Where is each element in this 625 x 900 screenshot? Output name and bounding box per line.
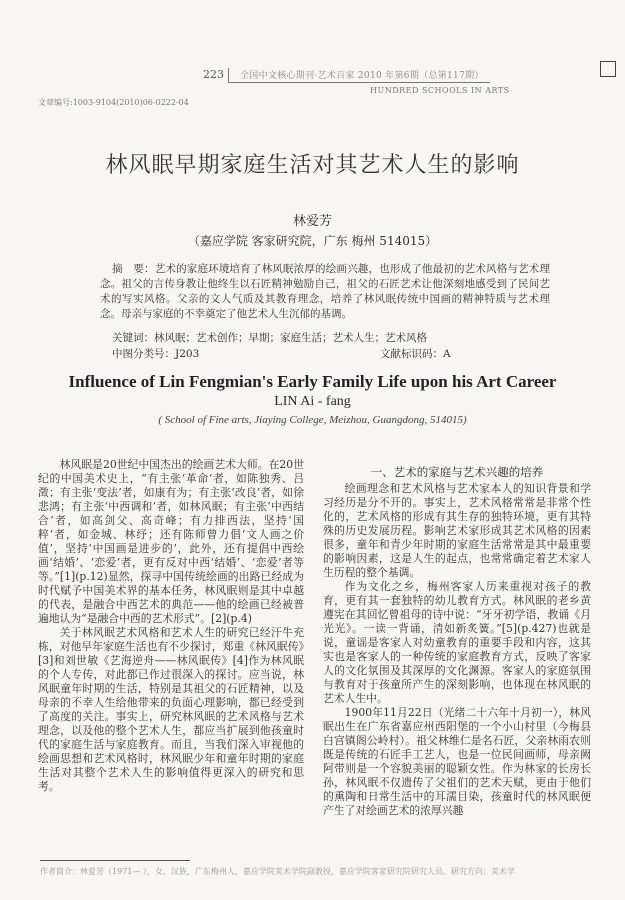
abstract-label: 摘 要： [112, 263, 155, 275]
article-number: 文章编号:1003-9104(2010)06-0222-04 [38, 98, 189, 107]
paragraph: 林风眠是20世纪中国杰出的绘画艺术大师。在20世纪的中国美术史上，“有主张‘革命’者，如陈独秀、吕澂；有主张‘变法’者，如康有为；有主张‘改良’者，如徐悲鸿；有主张‘中西调和’者，如林风眠；有主张‘中西结合’者，如高剑父、高奇峰；有力排西法，坚持‘国粹’者，如金城、林纾；还有陈师曾力倡‘文人画之价值’，坚持‘中国画是进步的’，此外，还有提倡中西绘画‘结婚’、‘恋爱’者，更有反对中西‘结婚’、‘恋爱’者等等。”[1](p.12)显然，探寻中国传统绘画的出路已经成为时代赋予中国美术界的基本任务，林风眠则是其中卓越的代表，是融合中西艺术的典范——他的绘画已经被普遍地认为“是融合中西的艺术形式”。[2](p.4) [38, 458, 304, 625]
paragraph: 作为文化之乡，梅州客家人历来重视对孩子的教育，更有其一套独特的幼儿教育方式。林风眠的老乡黄遵宪在其回忆曾祖母的诗中说：“牙牙初学语，教诵《月光光》。一读一背诵，清如新炙簧。”[5](p.427)也就是说，童谣是客家人对幼童教育的重要手段和内容，这其实也是客家人的一种传统的家庭教育方式，反映了客家人的文化氛围及其深厚的文化渊源。客家人的家庭氛围与教育对于孩童所产生的深刻影响，也体现在林风眠的艺术人生中。 [323, 580, 591, 705]
english-title: Influence of Lin Fengmian's Early Family Life upon his Art Career [68, 372, 557, 391]
header-rule [228, 82, 490, 83]
left-column [38, 458, 304, 794]
journal-name-en: HUNDRED SCHOOLS IN ARTS [370, 86, 510, 95]
english-affiliation: ( School of Fine arts, Jiaying College, Meizhou, Guangdong, 514015) [158, 414, 467, 426]
right-column [323, 482, 591, 818]
journal-name: 全国中文核心期刊·艺术百家 2010 年第6期（总第117期） [240, 71, 484, 81]
paragraph: 1900年11月22日（光绪二十六年十月初一），林风眠出生在广东省嘉应州西阳堡的一个小山村里（今梅县白宫镇阁公岭村）。祖父林维仁是名石匠，父亲林雨农则既是传统的石匠手工艺人，也是一位民间画师，母亲阙阿带则是一个容貌美丽的聪颖女性。作为林家的长房长孙，林风眠不仅遗传了父祖们的艺术天赋，更由于他们的熏陶和日常生活中的耳濡目染，孩童时代的林风眠便产生了对绘画艺术的浓厚兴趣 [323, 706, 591, 817]
paragraph: 绘画理念和艺术风格与艺术家本人的知识背景和学习经历是分不开的。事实上，艺术风格常常是非常个性化的，艺术风格的形成有其生存的独特环境，更有其特殊的历史发展历程。影响艺术家形成其艺术风格的因素很多，童年和青少年时期的家庭生活常常是其中最重要的影响因素，这是人生的起点，也常常确定着艺术家人生历程的整个基调。 [323, 482, 591, 579]
section-heading: 一、艺术的家庭与艺术兴趣的培养 [370, 465, 544, 479]
abstract-text: 艺术的家庭环境培育了林风眠浓厚的绘画兴趣，也形成了他最初的艺术风格与艺术理念。祖父的言传身教让他终生以石匠精神勉励自己，祖父的石匠艺术让他深刻地感受到了民间艺术的写实风格。父亲的文人气质及其教育理念，培养了林风眠传统中国画的精神特质与艺术理念。母亲与家庭的不幸奠定了他艺术人生沉郁的基调。 [100, 263, 550, 320]
clc-number: 中图分类号：J203 [112, 348, 200, 360]
english-author: LIN Ai - fang [274, 394, 351, 409]
paragraph: 关于林风眠艺术风格和艺术人生的研究已经汗牛充栋，对他早年家庭生活也有不少探讨，郑重《林风眠传》[3]和刘世敏《艺海逆舟——林风眠传》[4]作为林风眠的个人专传，对此都已作过很深入的探讨。应当说，林风眠童年时期的生活，特别是其祖父的石匠精神，以及母亲的不幸人生给他带来的负面心理影响，都已经受到了高度的关注。事实上，研究林风眠的艺术风格与艺术理念，以及他的整个艺术人生，都应当扩展到他孩童时代的家庭生活与家庭教育。而且，当我们深入审视他的绘画思想和艺术风格时，林风眠少年和童年时期的家庭生活对其整个艺术人生的影响值得更深入的研究和思考。 [38, 626, 304, 793]
footnote: 作者简介：林爱芳（1971— ），女，汉族，广东梅州人，嘉应学院美术学院副教授，嘉应学院客家研究院研究人员。研究方向：美术学 [40, 867, 515, 876]
abstract [100, 262, 550, 322]
keywords: 关键词：林风眠；艺术创作；早期；家庭生活；艺术人生；艺术风格 [112, 332, 427, 344]
page-number: 223 [203, 68, 224, 81]
journal-logo-box [600, 61, 616, 77]
header-divider [228, 68, 229, 82]
author: 林爱芳 [292, 214, 332, 229]
document-code: 文献标识码：A [380, 348, 451, 360]
paper-title: 林风眠早期家庭生活对其艺术人生的影响 [105, 153, 520, 178]
footnote-rule [40, 860, 190, 861]
affiliation: （嘉应学院 客家研究院，广东 梅州 514015） [187, 234, 438, 248]
